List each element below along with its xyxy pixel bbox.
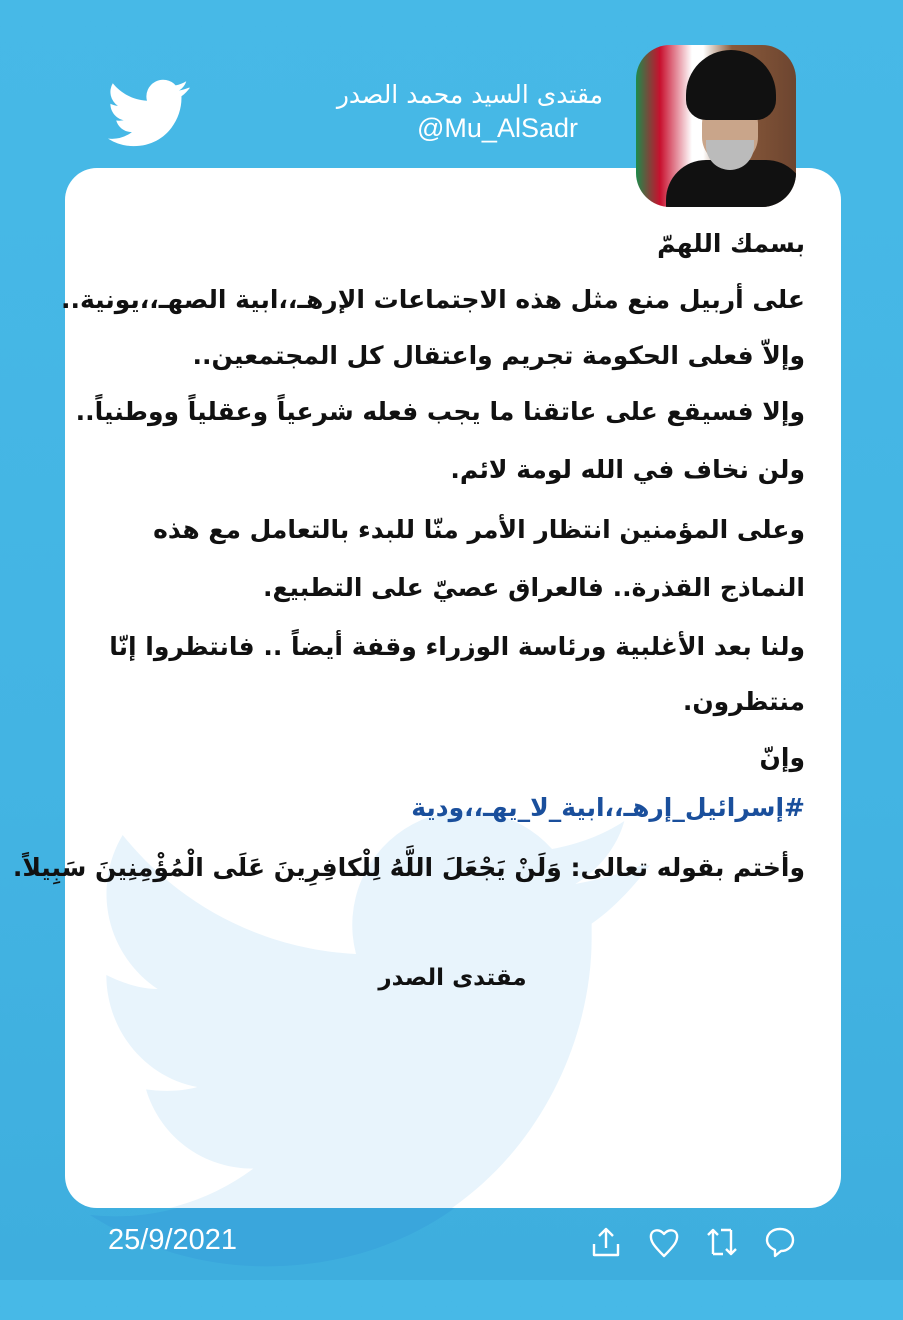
tweet-line: وإنّ (759, 743, 805, 772)
account-handle[interactable]: @Mu_AlSadr (417, 113, 578, 143)
tweet-line: النماذج القذرة.. فالعراق عصيّ على التطبيع. (262, 573, 805, 602)
signature: مقتدى الصدر (378, 965, 527, 991)
tweet-line: بسمك اللهمّ (657, 229, 805, 258)
account-name: مقتدى السيد محمد الصدر (336, 80, 603, 109)
tweet-closing: وأختم بقوله تعالى: وَلَنْ يَجْعَلَ اللَّهُ لِلْكافِرِينَ عَلَى الْمُؤْمِنِينَ سَبِيلاً. (12, 853, 805, 882)
tweet-line: ولن نخاف في الله لومة لائم. (450, 455, 805, 484)
reply-icon[interactable] (762, 1224, 798, 1260)
tweet-line: منتظرون. (682, 687, 805, 716)
avatar-turban (686, 50, 776, 120)
tweet-line: وإلاّ فعلى الحكومة تجريم واعتقال كل المجتمعين.. (192, 341, 805, 370)
avatar[interactable] (636, 45, 796, 207)
hashtag-link[interactable]: #إسرائيل_إرهـ،،ابية_لا_يهـ،،ودية (411, 793, 805, 822)
twitter-logo-icon (108, 78, 190, 148)
tweet-line: وإلا فسيقع على عاتقنا ما يجب فعله شرعياً وعقلياً ووطنياً.. (75, 397, 805, 426)
tweet-date: 25/9/2021 (108, 1224, 238, 1256)
tweet-actions (588, 1224, 798, 1260)
share-icon[interactable] (588, 1224, 624, 1260)
tweet-line: على أربيل منع مثل هذه الاجتماعات الإرهـ،،ابية الصهـ،،يونية.. (60, 285, 805, 314)
tweet-line: وعلى المؤمنين انتظار الأمر منّا للبدء بالتعامل مع هذه (153, 515, 805, 544)
retweet-icon[interactable] (704, 1224, 740, 1260)
tweet-line: ولنا بعد الأغلبية ورئاسة الوزراء وقفة أيضاً .. فانتظروا إنّا (109, 632, 805, 661)
like-icon[interactable] (646, 1224, 682, 1260)
